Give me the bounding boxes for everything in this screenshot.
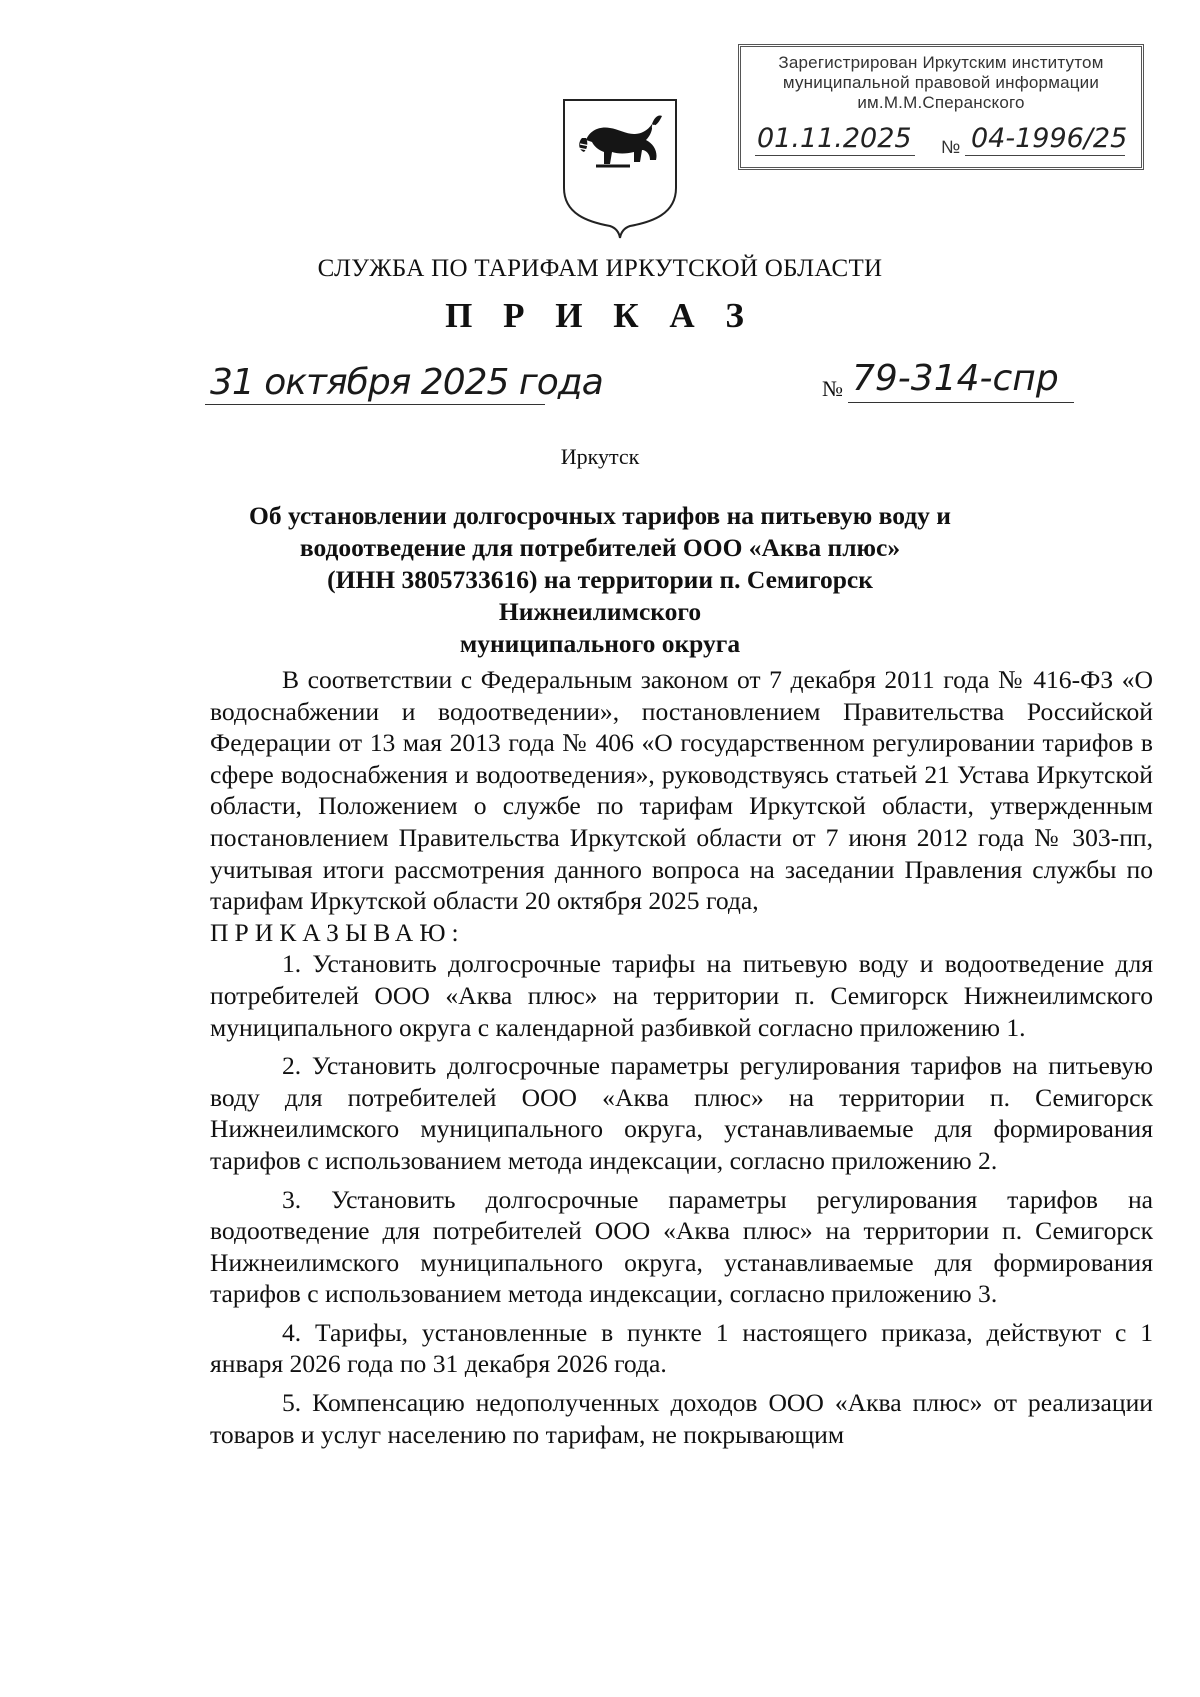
agency-name: СЛУЖБА ПО ТАРИФАМ ИРКУТСКОЙ ОБЛАСТИ bbox=[317, 255, 883, 282]
title-line-2: водоотведение для потребителей ООО «Аква плюс» bbox=[299, 533, 901, 562]
document-body bbox=[210, 664, 1153, 1450]
order-item-3: 3. Установить долгосрочные параметры регулирования тарифов на водоотведение для потребителей ООО «Аква плюс» на территории п. Семигорск Нижнеилимского муниципального округа, устанавливаемые для формирования тарифов с использованием метода индексации, согласно приложению 3. bbox=[210, 1184, 1153, 1309]
order-item-1: 1. Установить долгосрочные тарифы на питьевую воду и водоотведение для потребителей ООО «Аква плюс» на территории п. Семигорск Нижнеилимского муниципального округа с календарной разбивкой согласно приложению 1. bbox=[210, 949, 1153, 1042]
irkutsk-coat-of-arms-icon bbox=[560, 96, 680, 241]
title-line-1: Об установлении долгосрочных тарифов на питьевую воду и bbox=[249, 501, 951, 530]
stamp-line-2: муниципальной правовой информации bbox=[782, 73, 1100, 92]
stamp-line-1: Зарегистрирован Иркутским институтом bbox=[778, 53, 1104, 72]
order-item-5: 5. Компенсацию недополученных доходов ООО «Аква плюс» от реализации товаров и услуг населению по тарифам, не покрывающим bbox=[210, 1388, 1153, 1449]
document-type-heading: П Р И К А З bbox=[445, 296, 755, 335]
stamp-line-3: им.М.М.Сперанского bbox=[857, 93, 1025, 112]
stamp-number-underline bbox=[965, 155, 1125, 156]
registration-stamp bbox=[738, 44, 1144, 170]
order-word: ПРИКАЗЫВАЮ: bbox=[210, 917, 465, 947]
stamp-date-handwritten: 01.11.2025 bbox=[757, 123, 912, 154]
preamble-paragraph: В соответствии с Федеральным законом от 7 декабря 2011 года № 416-ФЗ «О водоснабжении и водоотведении», постановлением Правительства Российской Федерации от 13 мая 2013 года № 406 «О государственном регулировании тарифов в сфере водоснабжения и водоотведения», руководствуясь статьей 21 Устава Иркутской области, Положением о службе по тарифам Иркутской области, утвержденным постановлением Правительства Иркутской области от 7 июня 2012 года № 303-пп, учитывая итоги рассмотрения данного вопроса на заседании Правления службы по тарифам Иркутской области 20 октября 2025 года, bbox=[210, 665, 1153, 916]
order-item-2: 2. Установить долгосрочные параметры регулирования тарифов на питьевую воду для потребителей ООО «Аква плюс» на территории п. Семигорск Нижнеилимского муниципального округа, устанавливаемые для формирования тарифов с использованием метода индексации, согласно приложению 2. bbox=[210, 1051, 1153, 1175]
city-name: Иркутск bbox=[560, 444, 640, 469]
order-item-4: 4. Тарифы, установленные в пункте 1 настоящего приказа, действуют с 1 января 2026 года по 31 декабря 2026 года. bbox=[210, 1317, 1153, 1379]
title-line-3: (ИНН 3805733616) на территории п. Семигорск Нижнеилимского bbox=[327, 565, 873, 626]
title-line-4: муниципального округа bbox=[459, 629, 741, 658]
document-title bbox=[240, 500, 960, 660]
order-number-handwritten: 79-314-спр bbox=[852, 358, 1059, 399]
stamp-registration-row bbox=[751, 123, 1131, 163]
stamp-number-handwritten: 04-1996/25 bbox=[971, 123, 1128, 154]
order-number-sign: № bbox=[822, 376, 843, 401]
stamp-number-sign: № bbox=[941, 137, 961, 157]
stamp-date-underline bbox=[755, 155, 915, 156]
order-number-underline bbox=[848, 402, 1074, 403]
order-date-underline bbox=[205, 404, 545, 405]
order-date-handwritten: 31 октября 2025 года bbox=[210, 362, 603, 403]
